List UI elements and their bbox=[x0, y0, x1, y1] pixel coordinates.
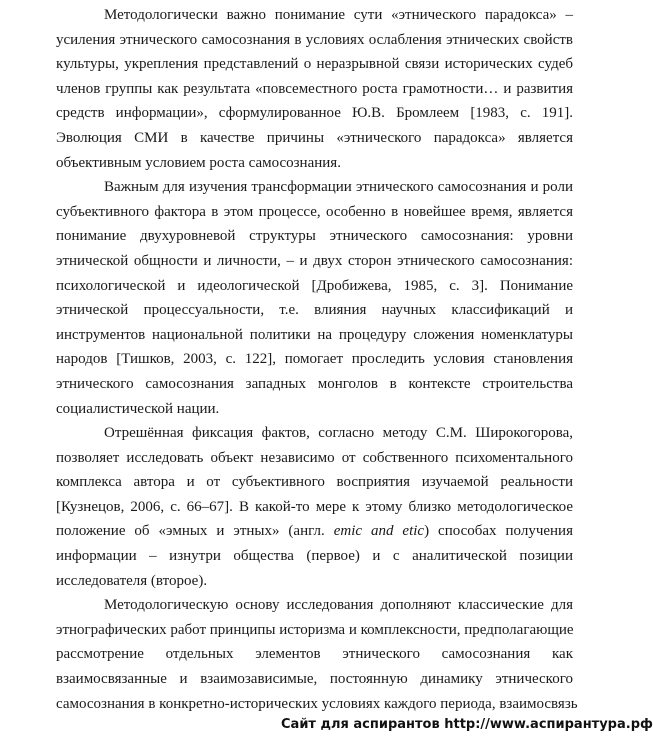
text-line: Методологически важно понимание сути «этнического парадокса» – bbox=[104, 7, 573, 23]
text-line: Важным для изучения трансформации этнического самосознания и роли bbox=[104, 179, 573, 196]
text-line: Эволюция СМИ в качестве причины «этнического парадокса» является bbox=[56, 129, 573, 146]
text-line: позволяет исследовать объект независимо от собственного психоментального bbox=[56, 449, 573, 466]
text-line: этнической общности и личности, – и двух сторон этнического самосознания: bbox=[56, 252, 573, 269]
paragraph-4 bbox=[56, 593, 578, 716]
text-line: членов группы как результата «повсеместного роста грамотности… и развития bbox=[56, 80, 573, 97]
text-line: этнической процессуальности, т.е. влияния научных классификаций и bbox=[56, 302, 573, 319]
text-line: этнографических работ принципы историзма и комплексности, предполагающие bbox=[56, 621, 574, 638]
text-line: усиления этнического самосознания в условиях ослабления этнических свойств bbox=[56, 31, 573, 48]
text-line: социалистической нации. bbox=[56, 400, 220, 417]
text-line: культуры, укрепления представлений о неразрывной связи исторических судеб bbox=[56, 56, 573, 73]
paragraph-3 bbox=[56, 421, 573, 593]
paragraph-2 bbox=[56, 175, 573, 421]
text-line: народов [Тишков, 2003, с. 122], помогает проследить условия становления bbox=[56, 351, 573, 368]
text-line: [Кузнецов, 2006, с. 66–67]. В какой-то мере к этому близко методологическое bbox=[56, 498, 573, 515]
text-line: Отрешённая фиксация фактов, согласно методу С.М. Широкогорова, bbox=[104, 425, 573, 442]
text-line: исследователя (второе). bbox=[56, 572, 208, 589]
site-footer-watermark: Сайт для аспирантов http://www.аспирантура.рф bbox=[281, 717, 653, 732]
text-line: комплекса автора и от субъективного восприятия изучаемой реальности bbox=[56, 474, 573, 491]
italic-term: emic and etic bbox=[333, 523, 425, 540]
text-line: средств информации», сформулированное Ю.В. Бромлеем [1983, с. 191]. bbox=[56, 105, 573, 122]
text-line: понимание двухуровневой структуры этнического самосознания: уровни bbox=[56, 228, 573, 245]
text-line: самосознания в конкретно-исторических условиях каждого периода, взаимосвязь bbox=[56, 695, 578, 712]
text-line: информации – изнутри общества (первое) и с аналитической позиции bbox=[56, 548, 573, 565]
text-line-with-italic: положение об «эмных и этных» (англ. emic and etic) способах получения bbox=[56, 523, 573, 540]
text-line: инструментов национальной политики на процедуру сложения номенклатуры bbox=[56, 326, 573, 343]
text-line: рассмотрение отдельных элементов этнического самосознания как bbox=[56, 646, 573, 663]
text-line: этнического самосознания западных монголов в контексте строительства bbox=[56, 375, 573, 392]
text-line: субъективного фактора в этом процессе, особенно в новейшее время, является bbox=[56, 203, 573, 220]
document-page bbox=[56, 3, 578, 716]
text-line: психологической и идеологической [Дробижева, 1985, с. 3]. Понимание bbox=[56, 277, 573, 294]
text-line: Методологическую основу исследования дополняют классические для bbox=[104, 597, 573, 614]
text-line: взаимосвязанные и взаимозависимые, постоянную динамику этнического bbox=[56, 671, 573, 688]
paragraph-1 bbox=[56, 3, 573, 175]
text-line: объективным условием роста самосознания. bbox=[56, 154, 341, 171]
